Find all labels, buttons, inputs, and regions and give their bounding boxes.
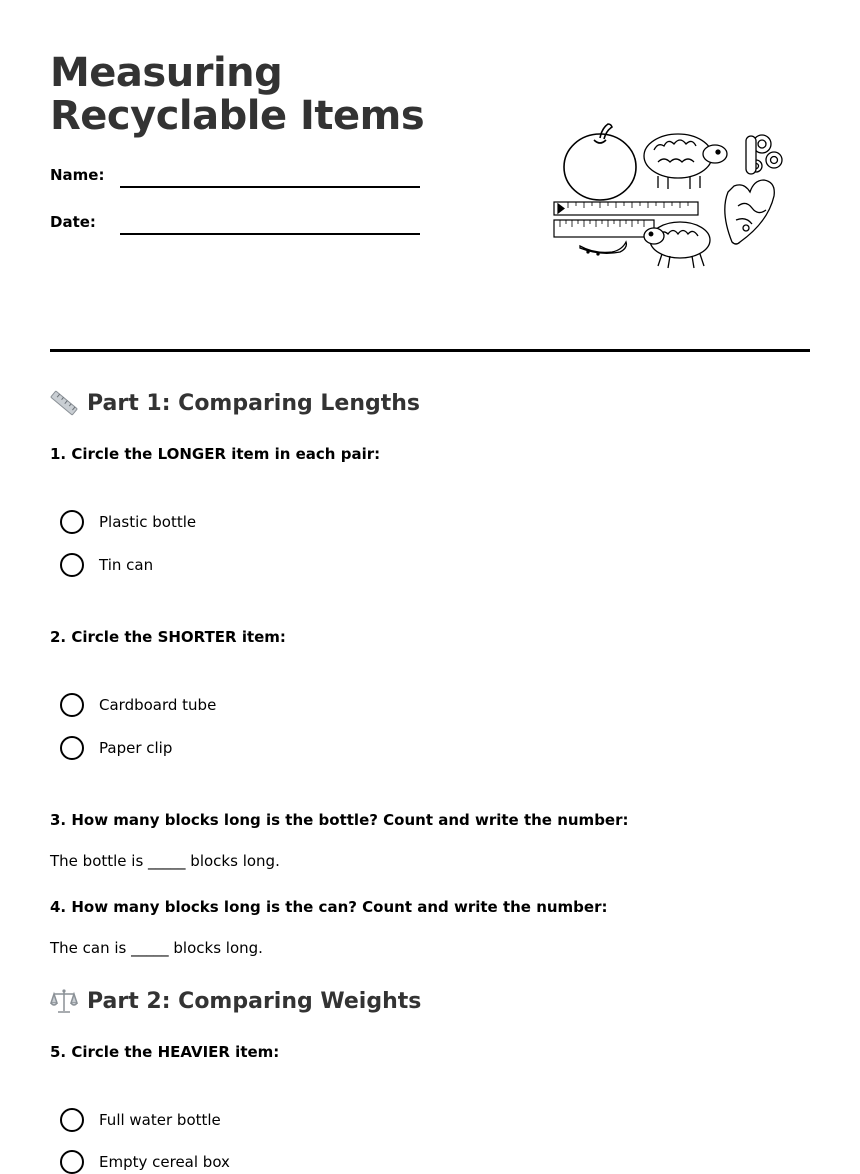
option-label: Plastic bottle <box>99 513 197 531</box>
option-plastic-bottle[interactable] <box>60 510 196 534</box>
answer-can-blocks[interactable]: The can is _____ blocks long. <box>50 939 263 957</box>
worksheet-title: Measuring Recyclable Items <box>50 50 425 139</box>
header-divider <box>50 349 810 352</box>
circle-choice[interactable] <box>60 1108 84 1132</box>
question-1: 1. Circle the LONGER item in each pair: <box>50 445 381 463</box>
name-field[interactable] <box>120 186 420 188</box>
measuring-illustration <box>550 120 790 280</box>
answer-bottle-blocks[interactable]: The bottle is _____ blocks long. <box>50 852 280 870</box>
date-field[interactable] <box>120 233 420 235</box>
option-label: Paper clip <box>99 739 173 757</box>
apple-drawing <box>564 124 636 200</box>
ruler-icon <box>50 389 78 417</box>
question-3: 3. How many blocks long is the bottle? Count and write the number: <box>50 811 629 829</box>
question-2: 2. Circle the SHORTER item: <box>50 628 286 646</box>
circle-choice[interactable] <box>60 510 84 534</box>
question-5: 5. Circle the HEAVIER item: <box>50 1043 280 1061</box>
option-paper-clip[interactable] <box>60 736 172 760</box>
option-empty-cereal-box[interactable] <box>60 1150 230 1174</box>
question-4: 4. How many blocks long is the can? Count and write the number: <box>50 898 608 916</box>
option-tin-can[interactable] <box>60 553 153 577</box>
option-cardboard-tube[interactable] <box>60 693 216 717</box>
date-label: Date: <box>50 213 96 231</box>
part1-heading <box>50 389 420 417</box>
circle-choice[interactable] <box>60 736 84 760</box>
option-label: Tin can <box>99 556 154 574</box>
sheep-drawing <box>644 134 727 189</box>
option-full-water-bottle[interactable] <box>60 1108 221 1132</box>
balance-scale-icon <box>50 987 78 1015</box>
part2-heading <box>50 987 421 1015</box>
part1-heading-text: Part 1: Comparing Lengths <box>87 390 421 416</box>
circle-choice[interactable] <box>60 553 84 577</box>
part2-heading-text: Part 2: Comparing Weights <box>87 988 422 1014</box>
circle-choice[interactable] <box>60 1150 84 1174</box>
ruler-drawing <box>554 202 698 215</box>
circle-choice[interactable] <box>60 693 84 717</box>
option-label: Full water bottle <box>99 1111 221 1129</box>
name-label: Name: <box>50 166 105 184</box>
option-label: Cardboard tube <box>99 696 217 714</box>
option-label: Empty cereal box <box>99 1153 230 1171</box>
